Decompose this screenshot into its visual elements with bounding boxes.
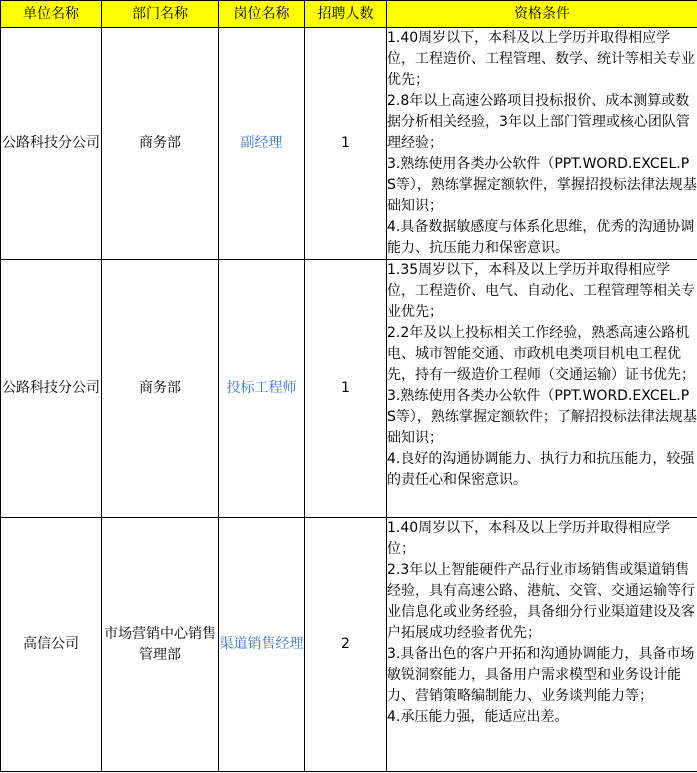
unit-cell: 公路科技分公司 (1, 28, 102, 260)
requirement-item: 4.具备数据敏感度与体系化思维，优秀的沟通协调能力、抗压能力和保密意识。 (387, 219, 695, 256)
requirement-item: 2.8年以上高速公路项目投标报价、成本测算或数据分析相关经验，3年以上部门管理或核心团队管理经验； (387, 93, 690, 151)
count-cell: 1 (305, 260, 387, 518)
requirement-item: 3.熟练使用各类办公软件（PPT.WORD.EXCEL.PS等），熟练掌握定额软件，掌握招投标法律法规基础知识； (387, 156, 697, 214)
header-position: 岗位名称 (219, 1, 305, 28)
requirements-cell (387, 28, 697, 260)
requirement-item: 3.熟练使用各类办公软件（PPT.WORD.EXCEL.PS等），熟练掌握定额软件；了解招投标法律法规基础知识； (387, 388, 697, 446)
requirement-item: 4.承压能力强，能适应出差。 (387, 709, 569, 725)
position-cell (219, 518, 305, 772)
requirement-item: 1.40周岁以下，本科及以上学历并取得相应学位； (387, 520, 671, 557)
count-cell: 2 (305, 518, 387, 772)
position-cell (219, 28, 305, 260)
department-cell: 商务部 (102, 28, 219, 260)
unit-cell: 高信公司 (1, 518, 102, 772)
header-requirements: 资格条件 (387, 1, 697, 28)
requirement-item: 1.40周岁以下，本科及以上学历并取得相应学位，工程造价、工程管理、数学、统计等相关专业优先； (387, 30, 695, 88)
table-row (1, 28, 697, 260)
requirements-cell (387, 518, 697, 772)
requirements-cell (387, 260, 697, 518)
table-row (1, 260, 697, 518)
requirement-item: 2.3年以上智能硬件产品行业市场销售或渠道销售经验，具有高速公路、港航、交管、交通运输等行业信息化或业务经验，具备细分行业渠道建设及客户拓展成功经验者优先； (387, 562, 695, 641)
requirement-item: 4.良好的沟通协调能力、执行力和抗压能力，较强的责任心和保密意识。 (387, 451, 695, 488)
requirement-item: 3.具备出色的客户开拓和沟通协调能力，具备市场敏锐洞察能力，具备用户需求模型和业务设计能力、营销策略编制能力、业务谈判能力等； (387, 646, 695, 704)
header-department: 部门名称 (102, 1, 219, 28)
requirement-item: 2.2年及以上投标相关工作经验，熟悉高速公路机电、城市智能交通、市政机电类项目机电工程优先，持有一级造价工程师（交通运输）证书优先； (387, 325, 695, 383)
count-cell: 1 (305, 28, 387, 260)
position-cell (219, 260, 305, 518)
position-link[interactable]: 投标工程师 (226, 380, 297, 396)
header-count: 招聘人数 (305, 1, 387, 28)
header-unit: 单位名称 (1, 1, 102, 28)
header-row (1, 1, 697, 28)
position-link[interactable]: 副经理 (240, 135, 283, 151)
department-cell: 商务部 (102, 260, 219, 518)
unit-cell: 公路科技分公司 (1, 260, 102, 518)
requirement-item: 1.35周岁以下，本科及以上学历并取得相应学位，工程造价、电气、自动化、工程管理等相关专业优先； (387, 262, 695, 320)
position-link[interactable]: 渠道销售经理 (219, 636, 304, 652)
table-row (1, 518, 697, 772)
department-cell: 市场营销中心销售管理部 (102, 518, 219, 772)
